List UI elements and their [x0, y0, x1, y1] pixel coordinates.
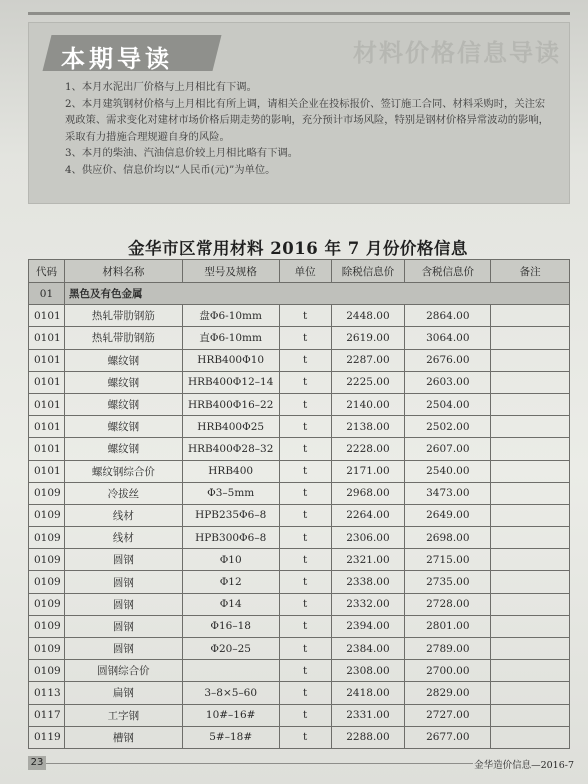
cell-unit: t	[279, 349, 331, 371]
cell-price-excl-tax: 2140.00	[331, 393, 405, 415]
cell-unit: t	[279, 638, 331, 660]
cell-material-name: 螺纹钢	[64, 438, 182, 460]
cell-unit: t	[279, 438, 331, 460]
cell-price-excl-tax: 2171.00	[331, 460, 405, 482]
cell-note	[491, 460, 570, 482]
header-code: 代码	[29, 260, 65, 283]
cell-price-incl-tax: 2677.00	[405, 726, 491, 748]
cell-material-name: 线材	[64, 504, 182, 526]
cell-note	[491, 593, 570, 615]
category-name: 黑色及有色金属	[64, 283, 569, 305]
cell-spec: HPB300Φ6–8	[182, 527, 279, 549]
table-title: 金华市区常用材料 2016 年 7 月份价格信息	[128, 239, 468, 259]
cell-price-incl-tax: 2864.00	[405, 305, 491, 327]
cell-price-excl-tax: 2321.00	[331, 549, 405, 571]
cell-price-incl-tax: 2801.00	[405, 615, 491, 637]
cell-note	[491, 393, 570, 415]
top-rule	[28, 12, 570, 15]
cell-material-name: 槽钢	[64, 726, 182, 748]
cell-material-name: 螺纹钢	[64, 349, 182, 371]
cell-price-incl-tax: 3064.00	[405, 327, 491, 349]
cell-price-excl-tax: 2228.00	[331, 438, 405, 460]
table-header-row	[29, 260, 570, 283]
cell-unit: t	[279, 571, 331, 593]
cell-price-incl-tax: 2698.00	[405, 527, 491, 549]
cell-price-excl-tax: 2448.00	[331, 305, 405, 327]
table-row	[29, 393, 570, 415]
cell-spec: 直Φ6-10mm	[182, 327, 279, 349]
cell-unit: t	[279, 482, 331, 504]
cell-code: 0101	[29, 438, 65, 460]
cell-code: 0109	[29, 482, 65, 504]
cell-unit: t	[279, 460, 331, 482]
cell-unit: t	[279, 615, 331, 637]
cell-price-incl-tax: 2607.00	[405, 438, 491, 460]
cell-unit: t	[279, 416, 331, 438]
intro-title: 本期导读	[61, 45, 173, 73]
table-row	[29, 527, 570, 549]
cell-note	[491, 615, 570, 637]
cell-price-incl-tax: 2789.00	[405, 638, 491, 660]
cell-note	[491, 571, 570, 593]
cell-note	[491, 660, 570, 682]
category-row	[29, 283, 570, 305]
table-row	[29, 416, 570, 438]
cell-spec: 3–8×5–60	[182, 682, 279, 704]
table-row	[29, 660, 570, 682]
cell-spec: HRB400Φ25	[182, 416, 279, 438]
cell-price-incl-tax: 3473.00	[405, 482, 491, 504]
cell-price-excl-tax: 2306.00	[331, 527, 405, 549]
cell-material-name: 圆钢综合价	[64, 660, 182, 682]
cell-code: 0117	[29, 704, 65, 726]
cell-spec: HRB400Φ12–14	[182, 371, 279, 393]
footer-rule	[46, 763, 473, 764]
cell-unit: t	[279, 305, 331, 327]
cell-unit: t	[279, 393, 331, 415]
cell-material-name: 圆钢	[64, 638, 182, 660]
intro-item: 3、本月的柴油、汽油信息价较上月相比略有下调。	[65, 147, 299, 159]
cell-spec: 5#–18#	[182, 726, 279, 748]
cell-spec: 10#–16#	[182, 704, 279, 726]
cell-code: 0109	[29, 549, 65, 571]
cell-note	[491, 305, 570, 327]
table-row	[29, 349, 570, 371]
cell-material-name: 圆钢	[64, 593, 182, 615]
cell-unit: t	[279, 371, 331, 393]
table-row	[29, 682, 570, 704]
cell-code: 0109	[29, 660, 65, 682]
cell-code: 0109	[29, 593, 65, 615]
cell-price-incl-tax: 2728.00	[405, 593, 491, 615]
cell-note	[491, 327, 570, 349]
cell-price-incl-tax: 2603.00	[405, 371, 491, 393]
cell-unit: t	[279, 704, 331, 726]
cell-price-excl-tax: 2225.00	[331, 371, 405, 393]
cell-price-incl-tax: 2676.00	[405, 349, 491, 371]
cell-note	[491, 482, 570, 504]
cell-price-excl-tax: 2394.00	[331, 615, 405, 637]
cell-price-incl-tax: 2735.00	[405, 571, 491, 593]
cell-price-excl-tax: 2418.00	[331, 682, 405, 704]
header-unit: 单位	[279, 260, 331, 283]
cell-note	[491, 527, 570, 549]
cell-price-excl-tax: 2331.00	[331, 704, 405, 726]
cell-spec: Φ12	[182, 571, 279, 593]
cell-material-name: 热轧带肋钢筋	[64, 327, 182, 349]
header-name: 材料名称	[64, 260, 182, 283]
cell-price-excl-tax: 2332.00	[331, 593, 405, 615]
cell-price-incl-tax: 2727.00	[405, 704, 491, 726]
cell-unit: t	[279, 504, 331, 526]
cell-code: 0101	[29, 393, 65, 415]
cell-code: 0101	[29, 327, 65, 349]
cell-material-name: 扁钢	[64, 682, 182, 704]
cell-unit: t	[279, 660, 331, 682]
cell-note	[491, 438, 570, 460]
cell-spec: HRB400Φ28–32	[182, 438, 279, 460]
intro-list	[65, 79, 555, 178]
cell-code: 0109	[29, 571, 65, 593]
cell-price-excl-tax: 2138.00	[331, 416, 405, 438]
cell-price-incl-tax: 2504.00	[405, 393, 491, 415]
table-row	[29, 305, 570, 327]
cell-material-name: 热轧带肋钢筋	[64, 305, 182, 327]
cell-code: 0101	[29, 416, 65, 438]
header-note: 备注	[491, 260, 570, 283]
cell-spec: Φ16–18	[182, 615, 279, 637]
cell-material-name: 线材	[64, 527, 182, 549]
cell-material-name: 圆钢	[64, 571, 182, 593]
header-price-excl-tax: 除税信息价	[331, 260, 405, 283]
cell-code: 0101	[29, 371, 65, 393]
cell-material-name: 圆钢	[64, 549, 182, 571]
table-row	[29, 615, 570, 637]
cell-price-excl-tax: 2384.00	[331, 638, 405, 660]
cell-material-name: 圆钢	[64, 615, 182, 637]
table-row	[29, 638, 570, 660]
cell-note	[491, 416, 570, 438]
cell-material-name: 螺纹钢综合价	[64, 460, 182, 482]
cell-unit: t	[279, 726, 331, 748]
cell-price-excl-tax: 2308.00	[331, 660, 405, 682]
cell-code: 0109	[29, 615, 65, 637]
cell-material-name: 工字钢	[64, 704, 182, 726]
cell-price-incl-tax: 2540.00	[405, 460, 491, 482]
cell-spec: Φ14	[182, 593, 279, 615]
cell-price-incl-tax: 2649.00	[405, 504, 491, 526]
cell-price-excl-tax: 2968.00	[331, 482, 405, 504]
cell-unit: t	[279, 327, 331, 349]
cell-material-name: 螺纹钢	[64, 393, 182, 415]
cell-price-incl-tax: 2715.00	[405, 549, 491, 571]
header-price-incl-tax: 含税信息价	[405, 260, 491, 283]
table-row	[29, 371, 570, 393]
table-row	[29, 327, 570, 349]
cell-price-excl-tax: 2619.00	[331, 327, 405, 349]
table-row	[29, 593, 570, 615]
cell-note	[491, 371, 570, 393]
cell-price-excl-tax: 2338.00	[331, 571, 405, 593]
cell-note	[491, 704, 570, 726]
table-row	[29, 460, 570, 482]
category-code: 01	[29, 283, 65, 305]
cell-code: 0101	[29, 349, 65, 371]
intro-item: 2、本月建筑钢材价格与上月相比有所上调，请相关企业在投标报价、签订施工合同、材料采购时，关注宏观政策、需求变化对建材市场价格后期走势的影响，充分预计市场风险，特别是钢材价格异常波动的影响，采取有力措施合理规避自身的风险。	[65, 97, 549, 143]
cell-note	[491, 504, 570, 526]
cell-code: 0119	[29, 726, 65, 748]
cell-unit: t	[279, 527, 331, 549]
cell-spec: Φ3–5mm	[182, 482, 279, 504]
cell-note	[491, 638, 570, 660]
cell-spec: Φ10	[182, 549, 279, 571]
header-spec: 型号及规格	[182, 260, 279, 283]
cell-price-incl-tax: 2829.00	[405, 682, 491, 704]
cell-price-excl-tax: 2288.00	[331, 726, 405, 748]
cell-code: 0113	[29, 682, 65, 704]
cell-code: 0101	[29, 305, 65, 327]
cell-spec: HRB400Φ16–22	[182, 393, 279, 415]
table-row	[29, 549, 570, 571]
table-row	[29, 726, 570, 748]
cell-price-incl-tax: 2502.00	[405, 416, 491, 438]
cell-spec: HPB235Φ6–8	[182, 504, 279, 526]
cell-material-name: 螺纹钢	[64, 416, 182, 438]
cell-note	[491, 726, 570, 748]
cell-price-excl-tax: 2264.00	[331, 504, 405, 526]
cell-note	[491, 549, 570, 571]
cell-material-name: 冷拔丝	[64, 482, 182, 504]
cell-spec: HRB400	[182, 460, 279, 482]
cell-material-name: 螺纹钢	[64, 371, 182, 393]
cell-price-excl-tax: 2287.00	[331, 349, 405, 371]
cell-code: 0109	[29, 638, 65, 660]
cell-spec: 盘Φ6-10mm	[182, 305, 279, 327]
intro-item: 1、本月水泥出厂价格与上月相比有下调。	[65, 81, 257, 93]
cell-note	[491, 682, 570, 704]
table-row	[29, 504, 570, 526]
table-row	[29, 704, 570, 726]
cell-unit: t	[279, 593, 331, 615]
cell-code: 0101	[29, 460, 65, 482]
intro-watermark: 材料价格信息导读	[353, 39, 561, 67]
intro-item: 4、供应价、信息价均以“人民币(元)”为单位。	[65, 163, 276, 176]
table-row	[29, 438, 570, 460]
cell-spec: HRB400Φ10	[182, 349, 279, 371]
cell-price-incl-tax: 2700.00	[405, 660, 491, 682]
table-row	[29, 482, 570, 504]
cell-unit: t	[279, 682, 331, 704]
intro-section	[28, 22, 570, 204]
cell-code: 0109	[29, 504, 65, 526]
page-number: 23	[28, 756, 46, 770]
cell-spec	[182, 660, 279, 682]
price-table	[28, 259, 570, 749]
table-row	[29, 571, 570, 593]
cell-note	[491, 349, 570, 371]
cell-code: 0109	[29, 527, 65, 549]
cell-unit: t	[279, 549, 331, 571]
journal-name: 金华造价信息—2016-7	[474, 760, 574, 771]
cell-spec: Φ20–25	[182, 638, 279, 660]
